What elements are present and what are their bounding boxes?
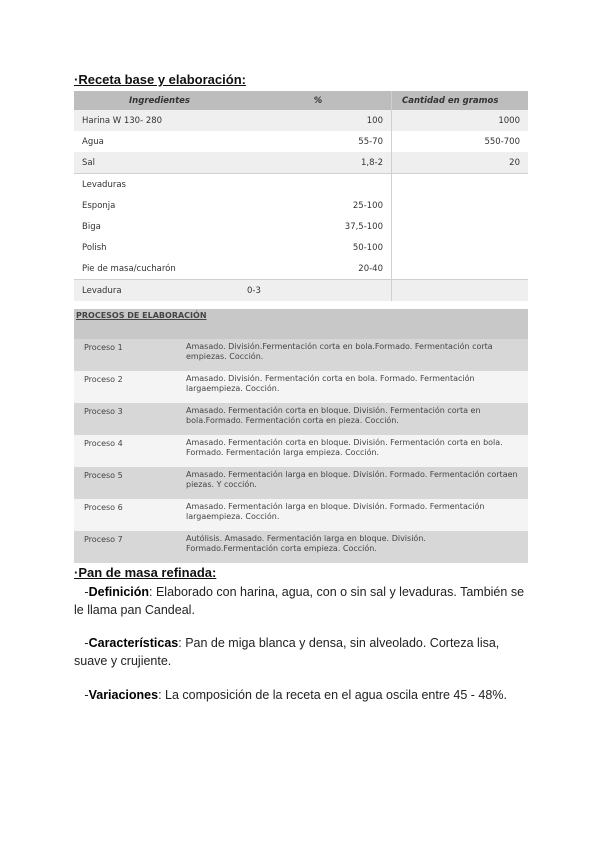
percent-cell: 37,5-100 — [245, 216, 392, 237]
process-name: Proceso 6 — [74, 499, 182, 531]
process-name: Proceso 3 — [74, 403, 182, 435]
table-row — [74, 195, 528, 216]
process-name: Proceso 5 — [74, 467, 182, 499]
process-header-row — [74, 309, 528, 339]
percent-cell: 55-70 — [245, 131, 392, 152]
grams-cell — [392, 195, 529, 216]
header-grams: Cantidad en gramos — [392, 91, 529, 110]
grams-cell: 550-700 — [484, 136, 520, 147]
recipe-table — [74, 91, 528, 301]
process-description: Amasado. División. Fermentación corta en bola. Formado. Fermentación largaempieza. Cocción. — [182, 371, 528, 403]
caracteristicas-label: Características — [88, 636, 179, 650]
grams-cell — [392, 237, 529, 258]
variaciones-text: : La composición de la receta en el agua oscila entre 45 - 48%. — [158, 688, 507, 702]
table-row — [74, 258, 528, 280]
ingredient-cell: Biga — [82, 221, 101, 232]
definicion-label: Definición — [88, 585, 150, 599]
table-row — [74, 467, 528, 499]
process-table — [74, 309, 528, 563]
process-description: Amasado. Fermentación corta en bloque. División. Fermentación corta en bola.Formado. Fermentación corta en pieza. Cocción. — [182, 403, 528, 435]
table-row — [74, 499, 528, 531]
header-ingredientes: Ingredientes — [74, 91, 245, 110]
table-row — [74, 131, 528, 152]
table-row — [74, 531, 528, 563]
ingredient-cell: Levadura — [74, 280, 245, 302]
process-description: Amasado. Fermentación larga en bloque. División. Formado. Fermentación cortaen piezas. Y cocción. — [182, 467, 528, 499]
pan-section-title: ·Pan de masa refinada: — [74, 565, 217, 580]
percent-cell: 1,8-2 — [245, 152, 392, 174]
ingredient-cell: Agua — [82, 136, 104, 147]
table-row — [74, 435, 528, 467]
process-description: Amasado. División.Fermentación corta en bola.Formado. Fermentación corta empiezas. Cocción. — [182, 339, 528, 371]
variaciones-paragraph: -Variaciones: La composición de la receta en el agua oscila entre 45 - 48%. — [74, 688, 507, 702]
grams-cell: 1000 — [392, 110, 529, 131]
table-row — [74, 174, 528, 196]
process-description: Amasado. Fermentación larga en bloque. División. Formado. Fermentación largaempieza. Cocción. — [182, 499, 528, 531]
ingredient-cell: Esponja — [82, 200, 116, 211]
percent-cell: 0-3 — [245, 280, 392, 302]
caracteristicas-text: : Pan de miga blanca y densa, sin alveolado. Corteza lisa, suave y crujiente. — [74, 636, 500, 668]
process-name: Proceso 4 — [74, 435, 182, 467]
process-description: Autólisis. Amasado. Fermentación larga en bloque. División. Formado.Fermentación corta empieza. Cocción. — [182, 531, 528, 563]
process-name: Proceso 7 — [74, 531, 182, 563]
grams-cell — [392, 258, 529, 280]
table-row — [74, 403, 528, 435]
percent-cell: 100 — [245, 110, 392, 131]
table-row — [74, 237, 528, 258]
table-row — [74, 216, 528, 237]
ingredient-cell: Sal — [74, 152, 245, 174]
definicion-paragraph: -Definición: Elaborado con harina, agua, con o sin sal y levaduras. También se le llama pan Candeal. — [74, 585, 525, 617]
recipe-section-title: ·Receta base y elaboración: — [74, 72, 246, 87]
table-row — [74, 152, 528, 174]
grams-cell: 20 — [392, 152, 529, 174]
variaciones-label: Variaciones — [88, 688, 159, 702]
grams-cell — [392, 216, 529, 237]
definicion-text: : Elaborado con harina, agua, con o sin sal y levaduras. También se le llama pan Candeal. — [74, 585, 525, 617]
process-name: Proceso 2 — [74, 371, 182, 403]
recipe-header-row — [74, 91, 528, 110]
percent-cell: 20-40 — [245, 258, 392, 280]
process-section-title: PROCESOS DE ELABORACIÓN — [74, 309, 528, 339]
table-row — [74, 339, 528, 371]
table-row — [74, 280, 528, 302]
grams-cell — [392, 174, 529, 196]
caracteristicas-paragraph: -Características: Pan de miga blanca y densa, sin alveolado. Corteza lisa, suave y crujiente. — [74, 636, 500, 668]
process-name: Proceso 1 — [74, 339, 182, 371]
header-percent: % — [245, 91, 392, 110]
table-row — [74, 371, 528, 403]
process-description: Amasado. Fermentación corta en bloque. División. Fermentación corta en bola. Formado. Fermentación larga empieza. Cocción. — [182, 435, 528, 467]
ingredient-cell: Pie de masa/cucharón — [82, 263, 176, 274]
percent-cell — [245, 174, 392, 196]
ingredient-cell: Polish — [82, 242, 107, 253]
table-row — [74, 110, 528, 131]
percent-cell: 25-100 — [245, 195, 392, 216]
grams-cell — [392, 280, 529, 302]
percent-cell: 50-100 — [245, 237, 392, 258]
ingredient-cell: Harina W 130- 280 — [74, 110, 245, 131]
ingredient-cell: Levaduras — [74, 174, 245, 196]
